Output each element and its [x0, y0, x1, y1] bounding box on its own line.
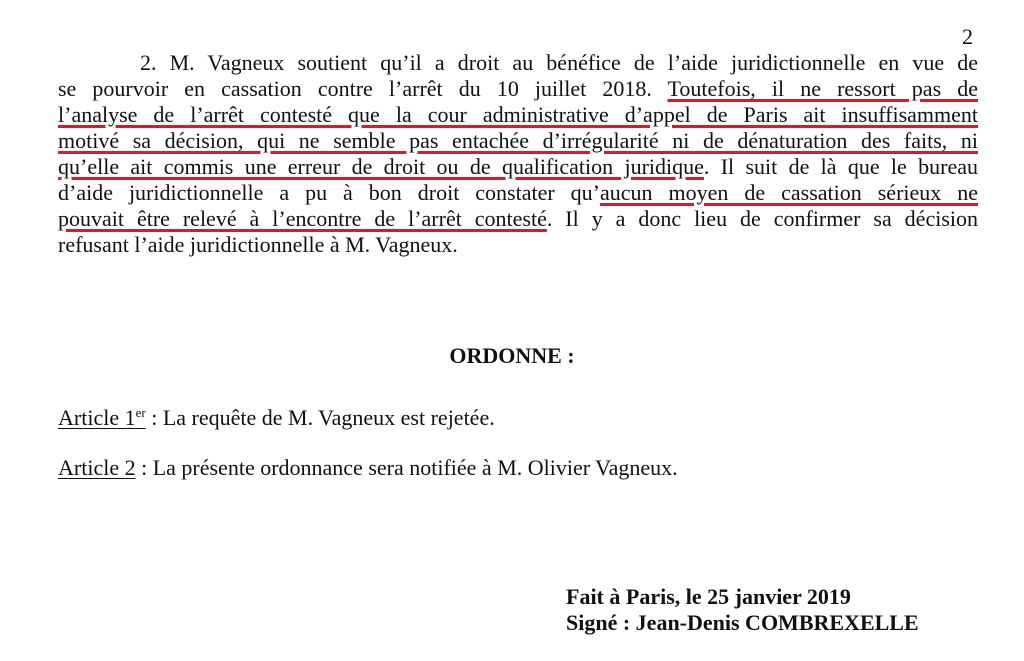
signature-place-date: Fait à Paris, le 25 janvier 2019: [566, 584, 851, 609]
line-5-text: . Il suit de là que le bureau: [703, 154, 978, 179]
body-paragraph: [58, 50, 978, 258]
highlighted-text: motivé sa décision, qui ne semble pas entachée d’irrégularité ni de dénaturation des faits, ni: [58, 128, 978, 153]
page-number: 2: [962, 24, 973, 49]
line-7-text: . Il y a donc lieu de confirmer sa décision: [546, 206, 978, 231]
article-1-text: : La requête de M. Vagneux est rejetée.: [145, 405, 495, 430]
ordonne-heading: ORDONNE :: [449, 343, 575, 368]
line-6-text: d’aide juridictionnelle a pu à bon droit constater qu’: [58, 180, 601, 205]
paragraph-line-6: [58, 180, 978, 206]
article-1-label: [58, 405, 146, 430]
paragraph-line-8: [58, 232, 978, 258]
highlighted-text: aucun moyen de cassation sérieux ne: [600, 180, 979, 205]
highlighted-text: l’analyse de l’arrêt contesté que la cour administrative d’appel de Paris ait insuffisamment: [58, 102, 978, 127]
article-1-superscript: er: [135, 405, 146, 420]
highlighted-text: qu’elle ait commis une erreur de droit ou de qualification juridique: [58, 154, 704, 179]
article-2: [58, 455, 678, 481]
paragraph-line-2: [58, 76, 978, 102]
article-2-label: [58, 455, 136, 480]
line-2-text: se pourvoir en cassation contre l’arrêt du 10 juillet 2018.: [58, 76, 668, 101]
article-1-label-text: Article 1: [58, 405, 136, 430]
paragraph-line-7: [58, 206, 978, 232]
signature-block: [566, 584, 919, 636]
paragraph-line-5: [58, 154, 978, 180]
paragraph-line-1: [58, 50, 978, 76]
article-2-text: : La présente ordonnance sera notifiée à M. Olivier Vagneux.: [135, 455, 678, 480]
line-8-text: refusant l’aide juridictionnelle à M. Vagneux.: [58, 232, 458, 257]
highlighted-text: pouvait être relevé à l’encontre de l’arrêt contesté: [58, 206, 547, 231]
paragraph-line-4: [58, 128, 978, 154]
article-1: [58, 405, 495, 431]
line-1-text: 2. M. Vagneux soutient qu’il a droit au bénéfice de l’aide juridictionnelle en vue de: [140, 50, 978, 75]
article-2-label-text: Article 2: [58, 455, 136, 480]
signature-signed: Signé : Jean-Denis COMBREXELLE: [566, 610, 919, 635]
paragraph-line-3: [58, 102, 978, 128]
highlighted-text: Toutefois, il ne ressort pas de: [667, 76, 978, 101]
